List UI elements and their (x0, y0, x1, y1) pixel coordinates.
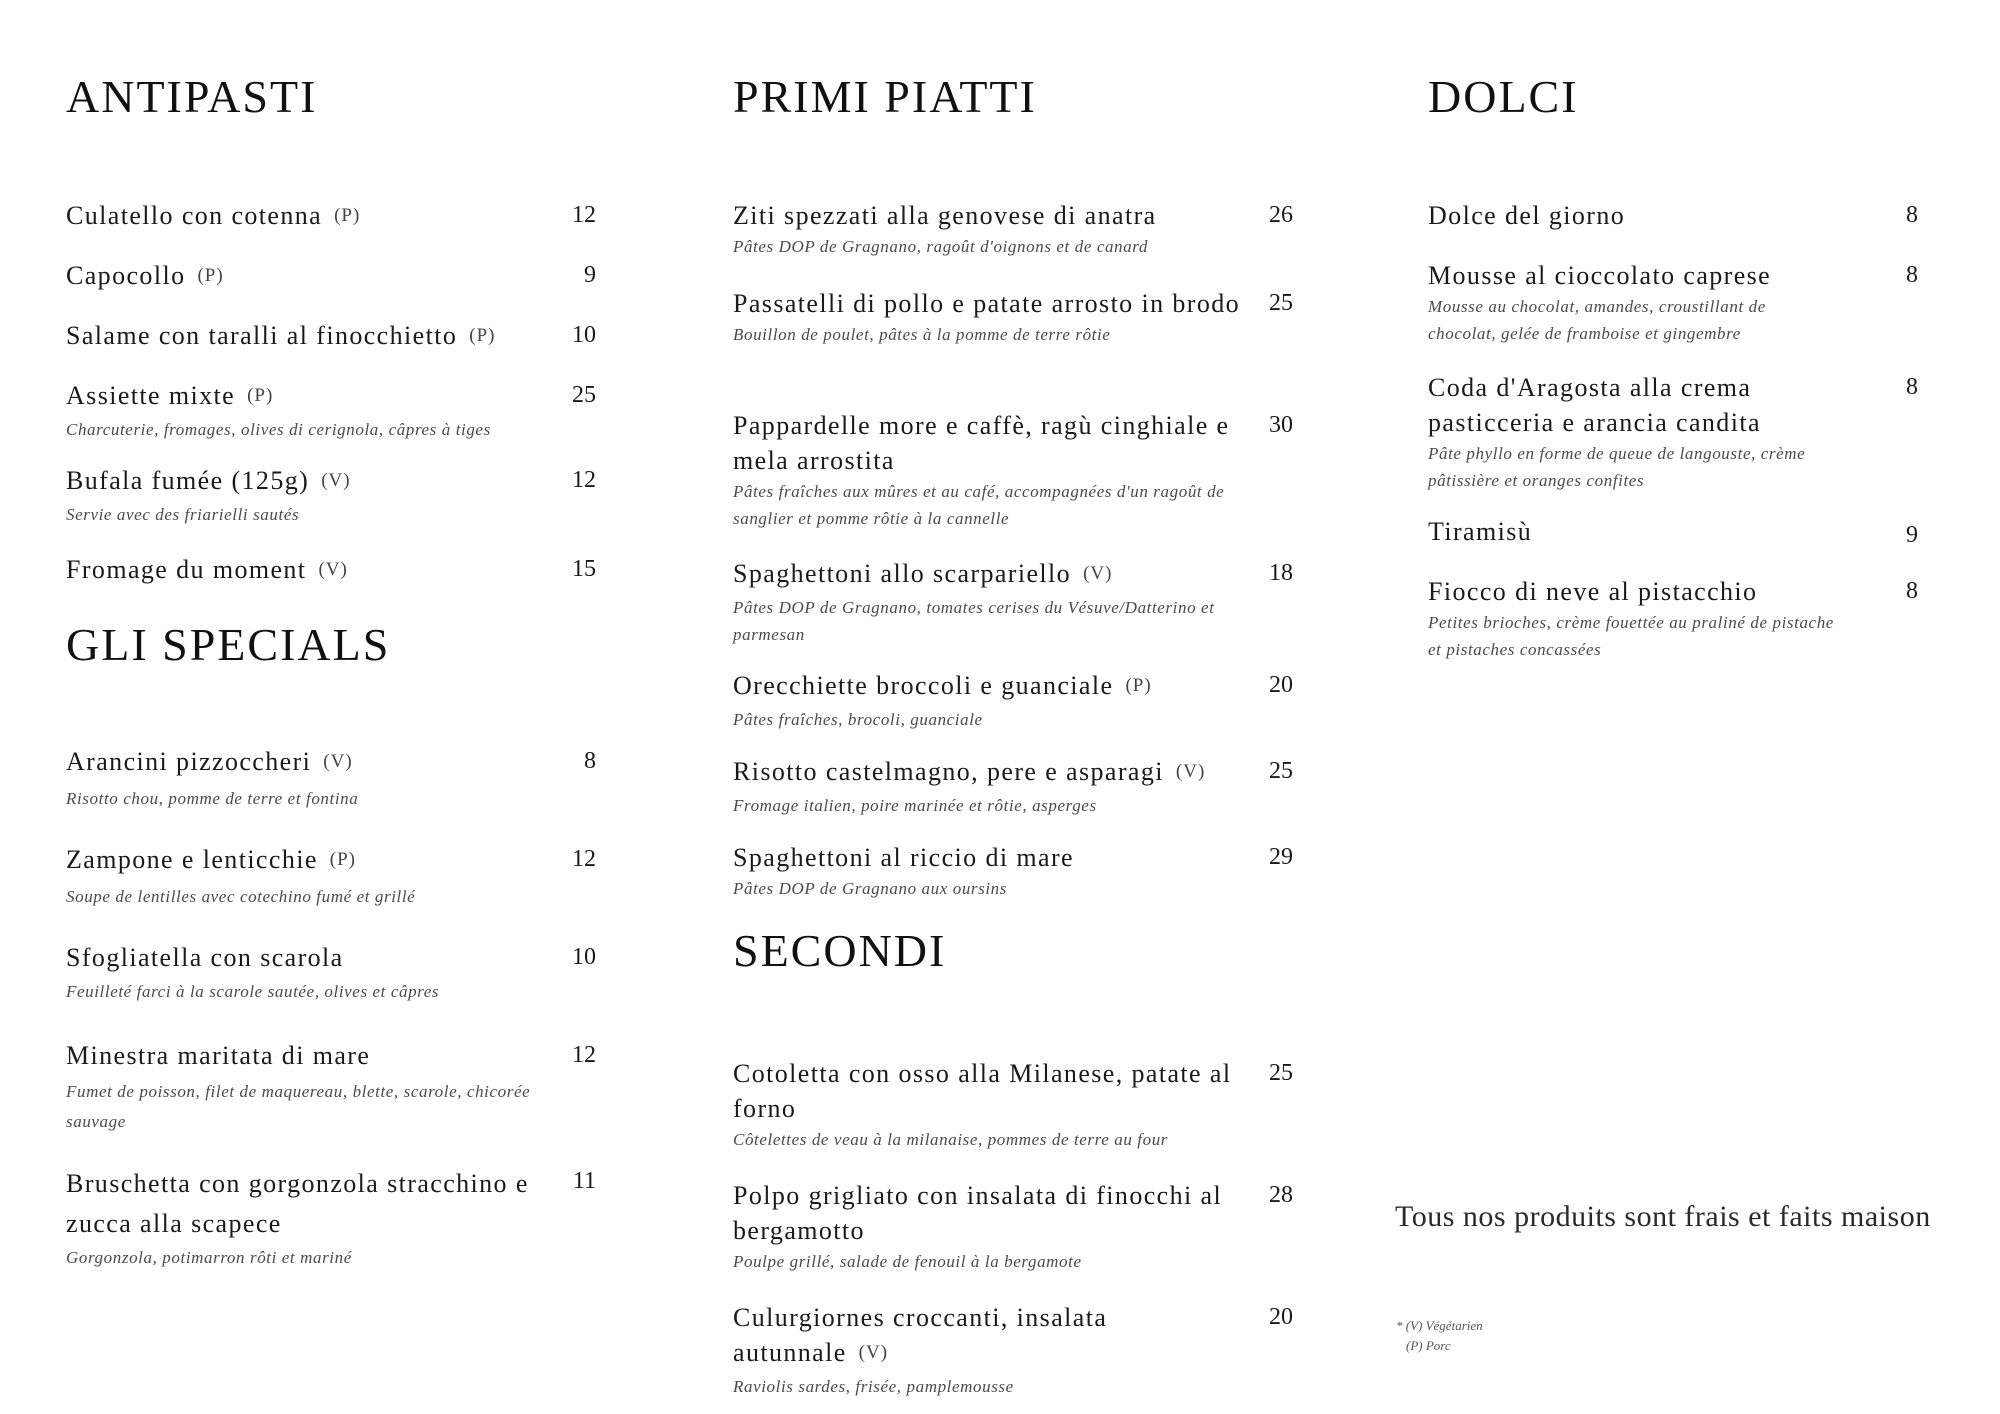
item-price: 30 (1269, 412, 1293, 438)
item-description: Bouillon de poulet, pâtes à la pomme de terre rôtie (733, 325, 1111, 344)
item-tag: (P) (247, 385, 274, 406)
item-price: 20 (1269, 1304, 1293, 1330)
dietary-legend (1396, 1316, 1483, 1356)
item-price: 28 (1269, 1182, 1293, 1208)
item-description: Mousse au chocolat, amandes, croustillant de chocolat, gelée de framboise et gingembre (1428, 297, 1766, 343)
item-price: 9 (1906, 522, 1918, 548)
item-price: 25 (1269, 1060, 1293, 1086)
item-name: Mousse al cioccolato caprese (1428, 261, 1772, 290)
menu-item (66, 318, 596, 356)
item-name: Spaghettoni allo scarpariello (733, 559, 1072, 588)
menu-item (733, 754, 1293, 819)
item-name: Sfogliatella con scarola (66, 943, 344, 972)
item-price: 12 (572, 1042, 596, 1068)
section-title: PRIMI PIATTI (733, 71, 1037, 122)
item-price: 8 (1906, 202, 1918, 228)
item-price: 15 (572, 556, 596, 582)
item-price: 8 (1906, 262, 1918, 288)
item-description: Risotto chou, pomme de terre et fontina (66, 789, 359, 808)
item-price: 25 (1269, 758, 1293, 784)
menu-item (733, 1300, 1293, 1400)
menu-item (1428, 370, 1918, 494)
item-price: 11 (572, 1168, 596, 1194)
item-tag: (P) (1125, 675, 1152, 696)
item-name: Culurgiornes croccanti, insalata autunnale (733, 1303, 1108, 1367)
item-price: 9 (584, 262, 596, 288)
menu-item (1428, 574, 1918, 663)
item-price: 18 (1269, 560, 1293, 586)
item-name: Arancini pizzoccheri (66, 747, 312, 776)
menu-item (66, 198, 596, 236)
item-price: 8 (584, 748, 596, 774)
item-description: Soupe de lentilles avec cotechino fumé et grillé (66, 887, 416, 906)
item-description: Fromage italien, poire marinée et rôtie, asperges (733, 796, 1097, 815)
item-tag: (V) (318, 559, 348, 580)
menu-item (733, 408, 1293, 532)
item-name: Tiramisù (1428, 517, 1533, 546)
section-title: ANTIPASTI (66, 71, 318, 122)
item-description: Petites brioches, crème fouettée au praliné de pistache et pistaches concassées (1428, 613, 1834, 659)
item-price: 8 (1906, 578, 1918, 604)
item-price: 25 (572, 382, 596, 408)
section-title: GLI SPECIALS (66, 619, 391, 670)
item-price: 29 (1269, 844, 1293, 870)
item-price: 20 (1269, 672, 1293, 698)
item-name: Fiocco di neve al pistacchio (1428, 577, 1758, 606)
menu-item (733, 1178, 1293, 1275)
legend-vegetarian: * (V) Végétarien (1396, 1318, 1483, 1333)
item-name: Orecchiette broccoli e guanciale (733, 671, 1114, 700)
item-price: 12 (572, 467, 596, 493)
item-description: Poulpe grillé, salade de fenouil à la bergamote (733, 1252, 1082, 1271)
item-tag: (V) (1083, 563, 1113, 584)
homemade-note: Tous nos produits sont frais et faits maison (1395, 1200, 1931, 1233)
menu-item (66, 463, 596, 528)
section-specials (66, 619, 596, 1267)
item-description: Pâtes DOP de Gragnano, tomates cerises du Vésuve/Datterino et parmesan (733, 598, 1215, 644)
item-description: Fumet de poisson, filet de maquereau, blette, scarole, chicorée sauvage (66, 1082, 531, 1131)
item-name: Cotoletta con osso alla Milanese, patate al forno (733, 1059, 1232, 1123)
item-price: 10 (572, 944, 596, 970)
item-name: Bufala fumée (125g) (66, 466, 310, 495)
menu-item (66, 1164, 596, 1271)
item-name: Passatelli di pollo e patate arrosto in brodo (733, 289, 1241, 318)
menu-item (66, 940, 596, 1005)
menu-item (733, 556, 1293, 648)
item-description: Pâtes fraîches, brocoli, guanciale (733, 710, 983, 729)
item-price: 8 (1906, 374, 1918, 400)
item-tag: (P) (469, 325, 496, 346)
section-dolci (1428, 71, 1928, 659)
item-price: 26 (1269, 202, 1293, 228)
item-tag: (V) (321, 470, 351, 491)
menu-item (733, 286, 1293, 348)
item-description: Pâtes DOP de Gragnano, ragoût d'oignons et de canard (733, 237, 1148, 256)
section-title: DOLCI (1428, 71, 1579, 122)
section-secondi (733, 925, 1293, 1396)
item-name: Bruschetta con gorgonzola stracchino e zucca alla scapece (66, 1169, 529, 1238)
item-description: Pâtes DOP de Gragnano aux oursins (733, 879, 1008, 898)
item-name: Assiette mixte (66, 381, 236, 410)
menu-item (66, 552, 596, 590)
item-name: Spaghettoni al riccio di mare (733, 843, 1074, 872)
item-price: 12 (572, 846, 596, 872)
item-name: Polpo grigliato con insalata di finocchi al bergamotto (733, 1181, 1223, 1245)
item-description: Raviolis sardes, frisée, pamplemousse (733, 1377, 1014, 1396)
menu-item (66, 744, 596, 812)
item-name: Coda d'Aragosta alla crema pasticceria e arancia candita (1428, 373, 1761, 437)
item-name: Pappardelle more e caffè, ragù cinghiale e mela arrostita (733, 411, 1230, 475)
item-tag: (V) (858, 1342, 889, 1363)
section-antipasti (66, 71, 596, 584)
item-description: Feuilleté farci à la scarole sautée, olives et câpres (66, 982, 440, 1001)
menu-item (733, 198, 1293, 260)
item-description: Gorgonzola, potimarron rôti et mariné (66, 1248, 352, 1267)
menu-item (1428, 198, 1918, 233)
item-name: Fromage du moment (66, 555, 307, 584)
item-name: Risotto castelmagno, pere e asparagi (733, 757, 1164, 786)
item-tag: (P) (197, 265, 224, 286)
section-title: SECONDI (733, 925, 947, 976)
item-name: Dolce del giorno (1428, 201, 1626, 230)
menu-item (66, 842, 596, 910)
item-price: 25 (1269, 290, 1293, 316)
menu-item (733, 1056, 1293, 1153)
legend-pork: (P) Porc (1406, 1338, 1451, 1353)
section-primi (733, 71, 1293, 898)
menu-item (733, 668, 1293, 733)
item-name: Minestra maritata di mare (66, 1041, 371, 1070)
item-description: Pâtes fraîches aux mûres et au café, accompagnées d'un ragoût de sanglier et pomme rôtie à la cannelle (733, 482, 1225, 528)
item-name: Zampone e lenticchie (66, 845, 318, 874)
item-price: 12 (572, 202, 596, 228)
item-tag: (V) (1175, 761, 1206, 782)
item-price: 10 (572, 322, 596, 348)
item-name: Capocollo (66, 261, 186, 290)
item-name: Salame con taralli al finocchietto (66, 321, 458, 350)
item-tag: (P) (329, 849, 357, 870)
item-name: Ziti spezzati alla genovese di anatra (733, 201, 1157, 230)
item-description: Côtelettes de veau à la milanaise, pommes de terre au four (733, 1130, 1169, 1149)
menu-item (66, 378, 596, 443)
item-tag: (P) (334, 205, 361, 226)
menu-item (66, 258, 596, 296)
item-name: Culatello con cotenna (66, 201, 323, 230)
menu-item (1428, 514, 1918, 549)
item-description: Servie avec des friarielli sautés (66, 505, 300, 524)
menu-item (66, 1038, 596, 1137)
menu-item (733, 840, 1293, 902)
menu-item (1428, 258, 1918, 347)
item-description: Charcuterie, fromages, olives di cerignola, câpres à tiges (66, 420, 491, 439)
item-tag: (V) (323, 751, 353, 772)
item-description: Pâte phyllo en forme de queue de langouste, crème pâtissière et oranges confites (1428, 444, 1806, 490)
